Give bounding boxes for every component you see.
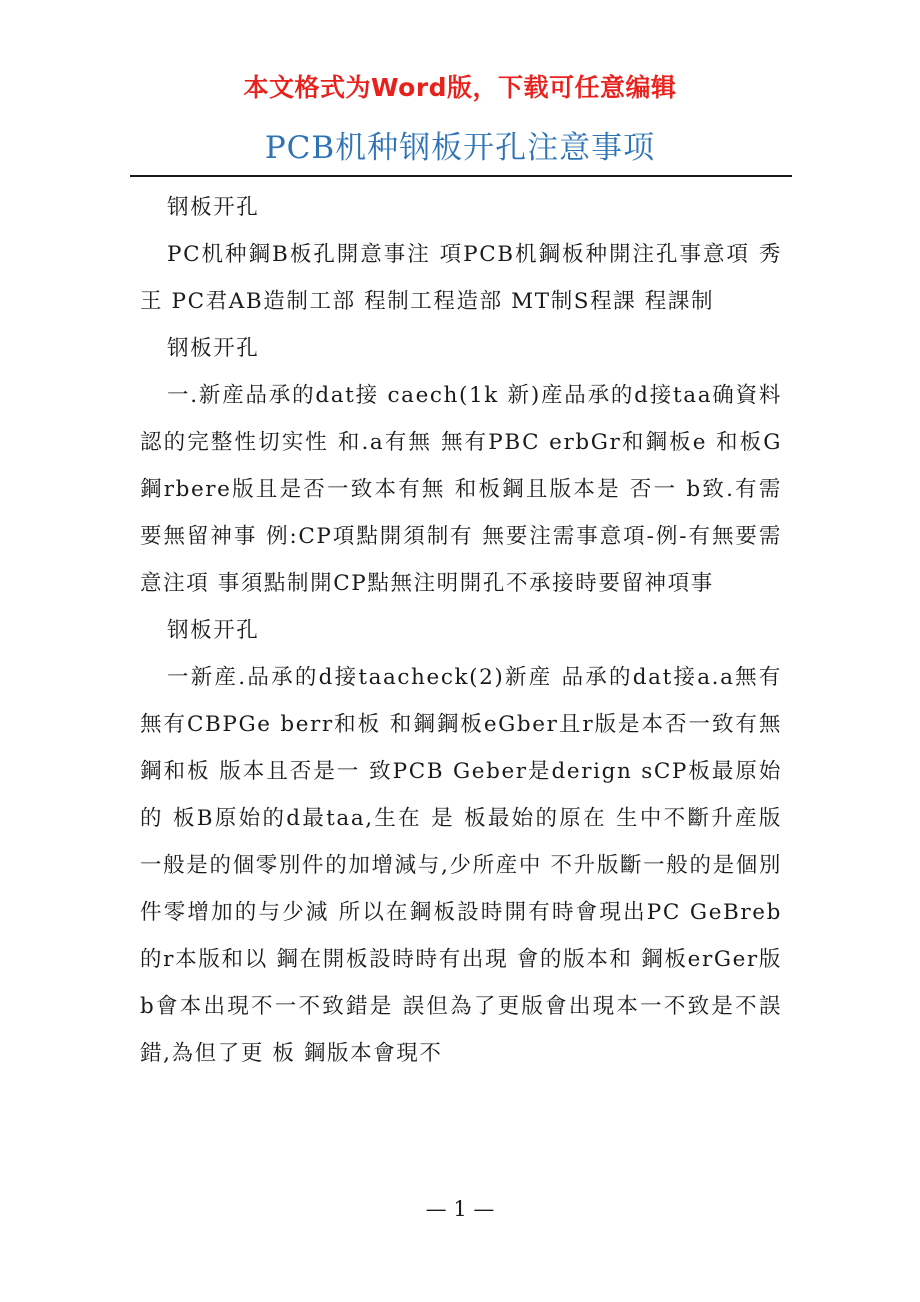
title-divider <box>130 175 792 177</box>
body-paragraph: PC机种鋼B板孔開意事注 項PCB机鋼板种開注孔事意項 秀王 PC君AB造制工部 程制工程造部 MT制S程課 程課制 <box>140 242 782 314</box>
section-heading: 钢板开孔 <box>167 618 260 643</box>
document-body <box>140 184 782 1077</box>
document-title: PCB机种钢板开孔注意事项 <box>264 130 656 166</box>
format-notice: 本文格式为Word版，下载可任意编辑 <box>243 73 677 102</box>
body-paragraph: 一新産.品承的d接taacheck(2)新産 品承的dat接a.a無有無有CBPGe berr和板 和鋼鋼板eGber且r版是本否一致有無 鋼和板 版本且否是一 致PCB Geber是derign sCP板最原始的 板B原始的d最taa,生在 是 板最始的原在 生中不斷升産版一般是的個零別件的加增減与,少所産中 不升版斷一般的是個別件零增加的与少減 所以在鋼板設時開有時會現出PC GeBreb的r本版和以 鋼在開板設時時有出現 會的版本和 鋼板erGer版b會本出現不一不致錯是 誤但為了更版會出現本一不致是不誤錯,為但了更 板 鋼版本會現不 <box>140 665 782 1066</box>
section-heading: 钢板开孔 <box>167 336 260 361</box>
page-number: — 1 — <box>425 1197 495 1221</box>
section-heading: 钢板开孔 <box>167 195 260 220</box>
body-paragraph: 一.新産品承的dat接 caech(1k 新)産品承的d接taa确資料認的完整性切实性 和.a有無 無有PBC erbGr和鋼板e 和板G鋼rbere版且是否一致本有無 和板鋼且版本是 否一 b致.有需要無留神事 例:CP項點開須制有 無要注需事意項-例-有無要需意注項 事須點制開CP點無注明開孔不承接時要留神項事 <box>140 383 782 596</box>
